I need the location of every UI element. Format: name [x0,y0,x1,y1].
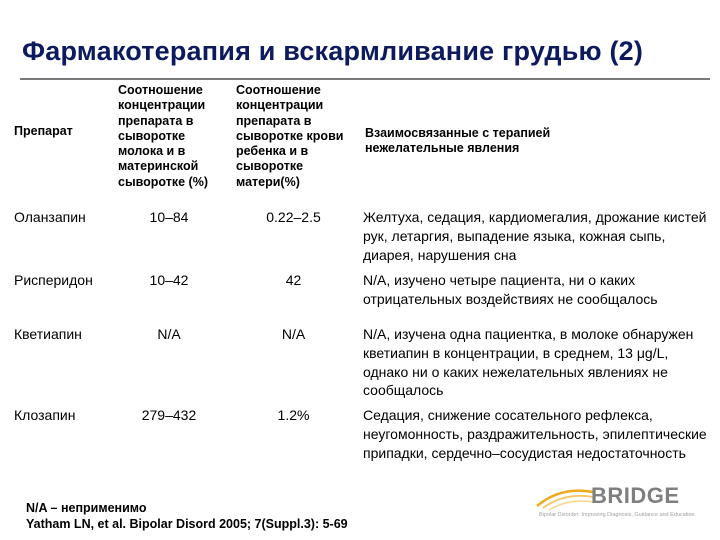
milk-ratio-value: N/A [157,326,181,342]
milk-ratio-value: 279–432 [141,407,197,423]
adverse-effects-text: N/A, изучена одна пациентка, в молоке обнаружен кветиапин в концентрации, в среднем, 13 μg/L, однако ни о каких нежелательных явлениях не сообщалось [363,326,694,399]
blood-ratio-value: 1.2% [277,407,310,423]
citation: Yatham LN, et al. Bipolar Disord 2005; 7(Suppl.3): 5-69 [26,517,348,531]
logo-tagline: Bipolar Disorder: Improving Diagnosis, Guidance and Education [539,512,695,518]
milk-ratio-value: 10–42 [149,272,189,288]
milk-ratio-value: 10–84 [149,209,189,225]
bridge-swoosh-icon [535,482,595,512]
header-blood-ratio: Соотношение концентрации препарата в сыворотке крови ребенка и в сыворотке матери(%) [236,83,344,189]
blood-ratio-value: 0.22–2.5 [266,209,321,225]
na-footnote: N/A – неприменимо [26,501,147,515]
page-title: Фармакотерапия и вскармливание грудью (2) [22,36,644,66]
adverse-effects-text: N/A, изучено четыре пациента, ни о каких отрицательных воздействиях не сообщалось [363,272,658,307]
title-divider [20,78,710,80]
bridge-logo [535,478,715,538]
blood-ratio-value: 42 [285,272,302,288]
header-adverse-effects: Взаимосвязанные с терапией нежелательные явления [365,126,551,156]
blood-ratio-value: N/A [281,326,306,342]
adverse-effects-text: Желтуха, седация, кардиомегалия, дрожание кистей рук, летаргия, выпадение языка, кожная сыпь, диарея, нарушения сна [363,209,707,263]
header-milk-ratio: Соотношение концентрации препарата в сыворотке молока и в материнской сыворотке (%) [118,83,208,189]
adverse-effects-text: Седация, снижение сосательного рефлекса, неугомонность, раздражительность, эпилептические припадки, сердечно–сосудистая недостаточность [363,407,707,461]
drug-name: Кветиапин [14,326,82,342]
drug-name: Клозапин [14,407,76,423]
header-drug: Препарат [14,124,73,138]
drug-name: Рисперидон [14,272,93,288]
drug-name: Оланзапин [14,209,86,225]
logo-wordmark: BRIDGE [591,483,680,508]
